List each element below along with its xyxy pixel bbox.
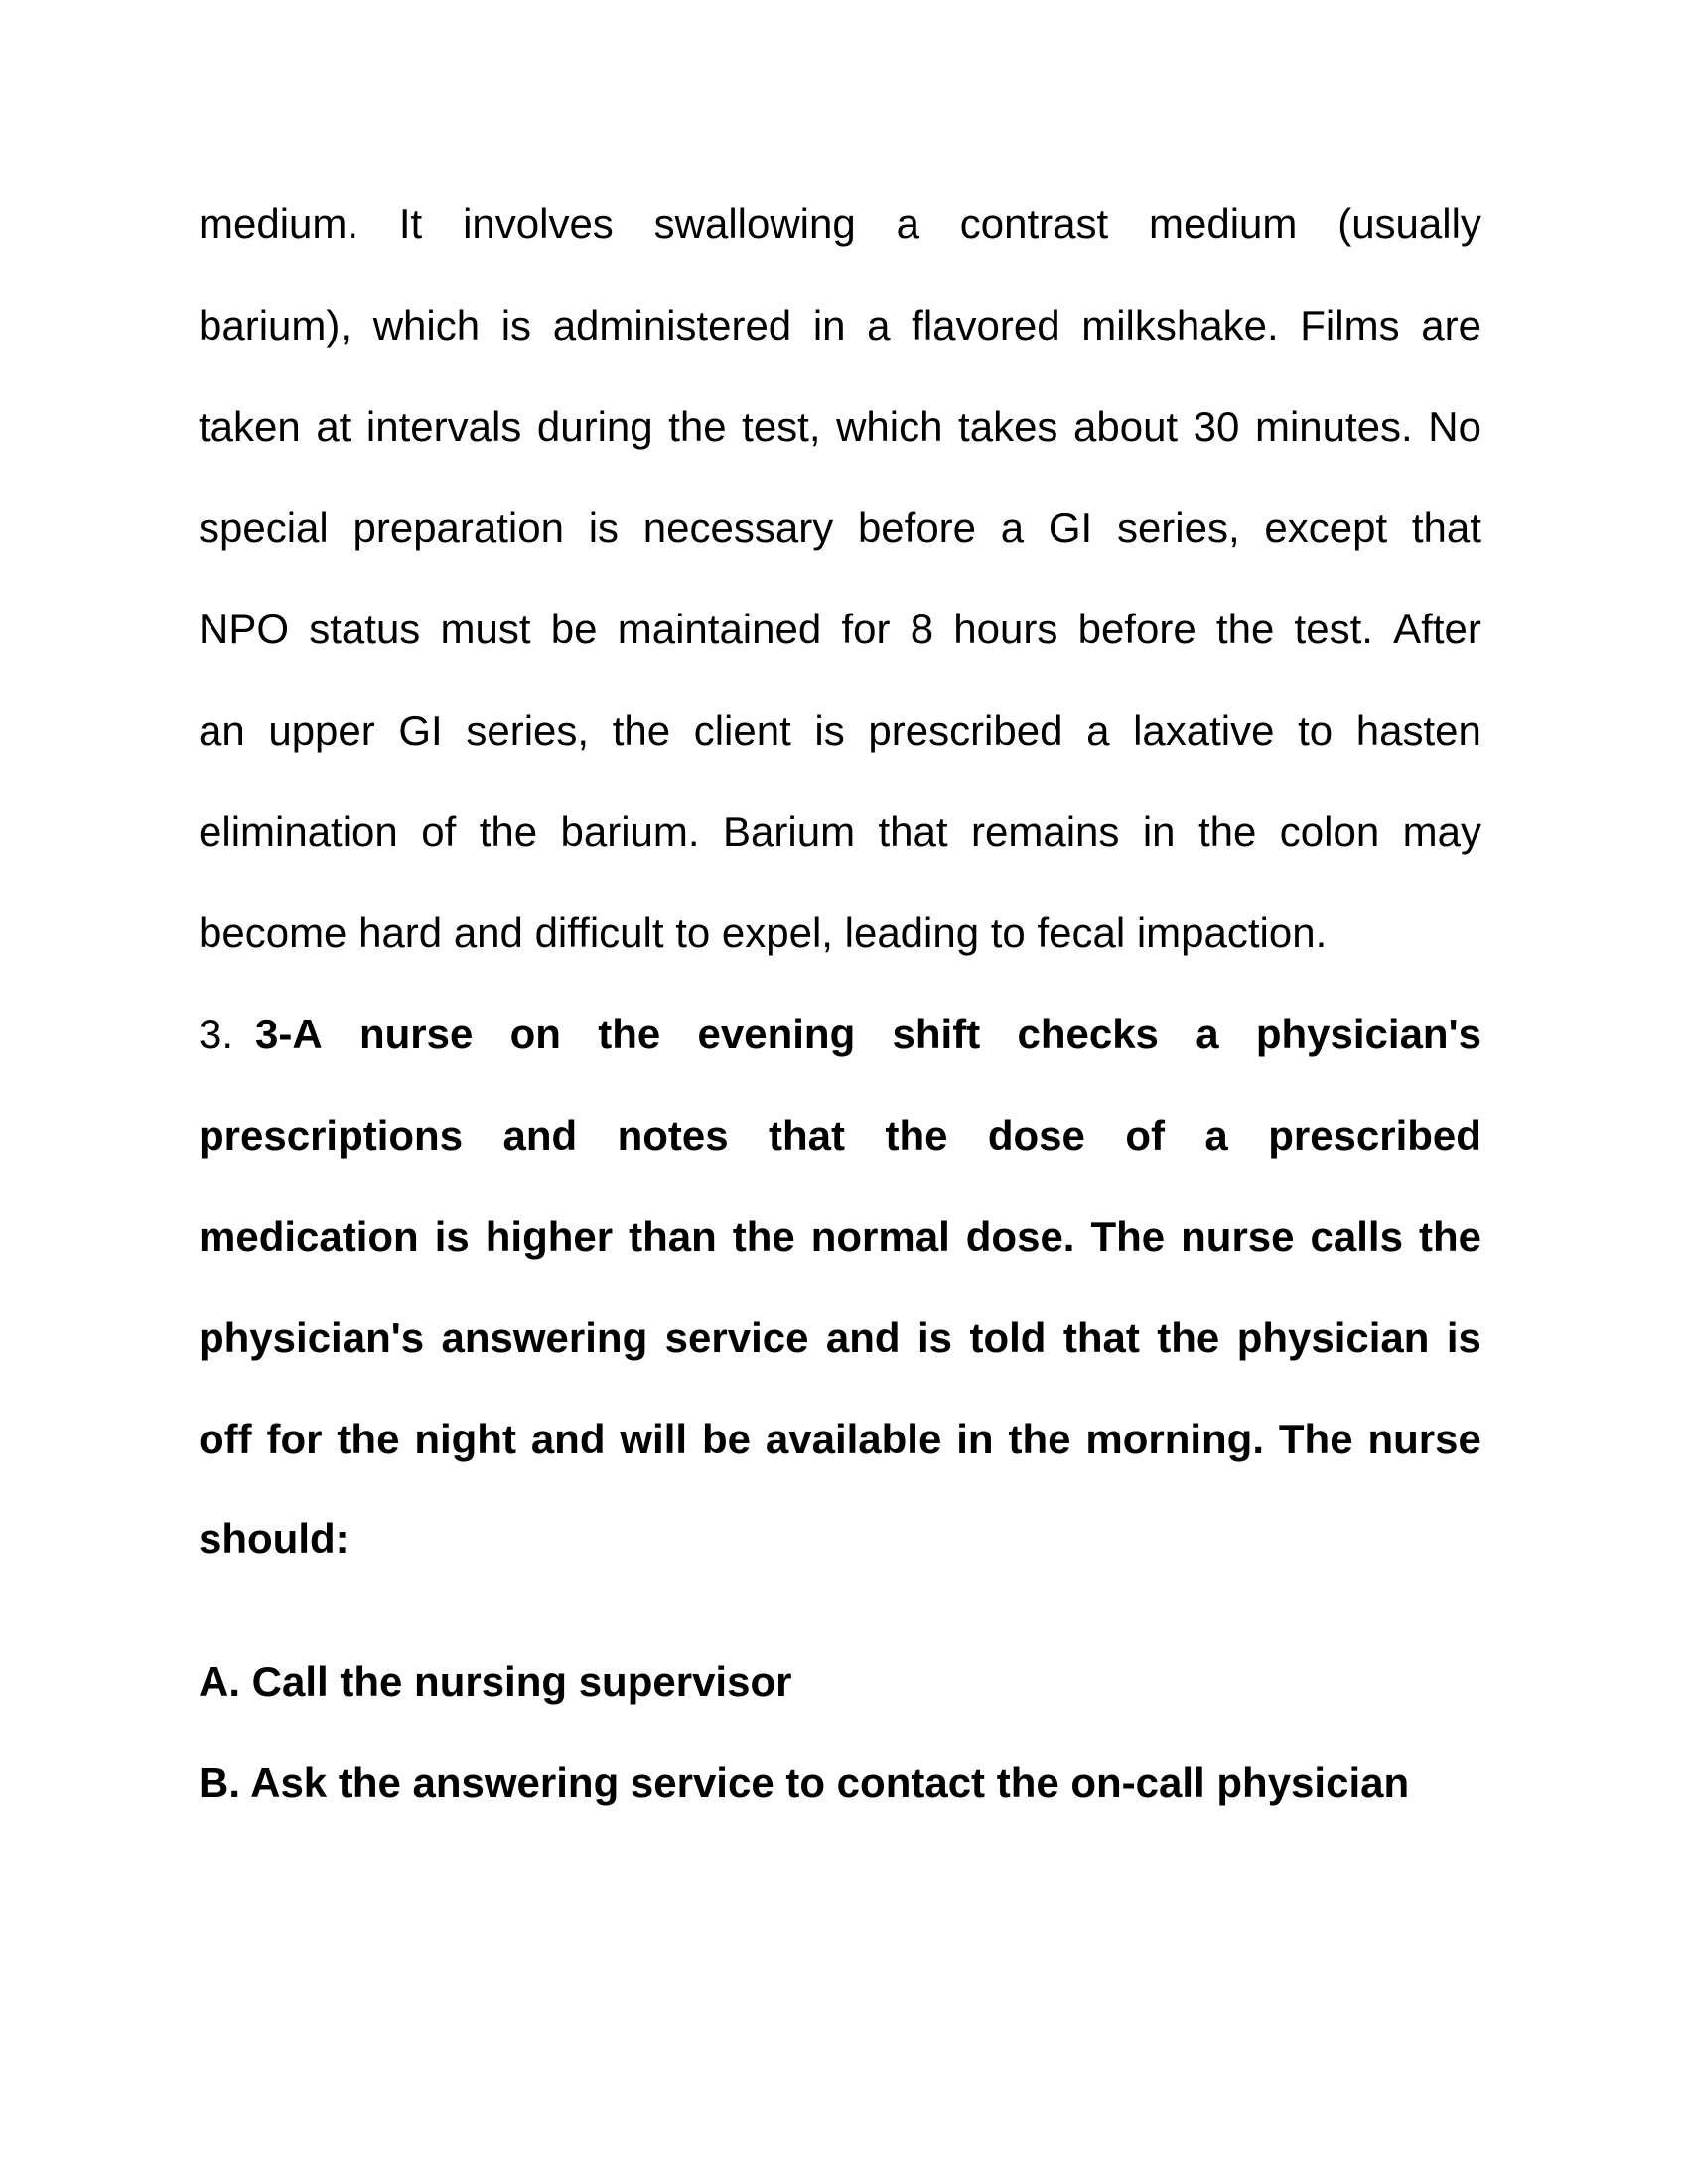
word: the [337, 1416, 400, 1462]
word: an [199, 707, 245, 753]
word: during [536, 403, 653, 450]
word: 30 [1193, 403, 1240, 450]
word: the [1197, 808, 1257, 855]
word: on [509, 1011, 561, 1057]
word: physician's [199, 1314, 425, 1361]
word: at [316, 403, 352, 450]
word: answering [441, 1314, 648, 1361]
word: 8 [910, 606, 934, 652]
question-line [199, 1106, 1481, 1165]
word: morning. [1085, 1416, 1264, 1462]
word: checks [1017, 1011, 1159, 1057]
question-line: should: [199, 1515, 350, 1562]
word: hasten [1355, 707, 1481, 753]
word: upper [268, 707, 375, 753]
word: that [1411, 504, 1481, 551]
word: in [812, 302, 846, 348]
word: to [1298, 707, 1334, 753]
word: must [440, 606, 531, 652]
word: prescriptions [199, 1112, 464, 1159]
word: remains [971, 808, 1120, 855]
word: a [1204, 1112, 1228, 1159]
word: barium), [199, 302, 352, 348]
word: higher [485, 1213, 614, 1260]
word: be [550, 606, 598, 652]
word: medium. [199, 201, 359, 247]
word: physician's [1255, 1011, 1481, 1057]
word: about [1073, 403, 1179, 450]
word: physician [1236, 1314, 1430, 1361]
word: status [309, 606, 421, 652]
word: is [917, 1314, 953, 1361]
word: notes [617, 1112, 729, 1159]
word: takes [958, 403, 1058, 450]
word: evening [697, 1011, 856, 1057]
word: Barium [723, 808, 856, 855]
word: contrast [959, 201, 1109, 247]
word: nurse [1181, 1213, 1295, 1260]
word: (usually [1337, 201, 1481, 247]
word: necessary [642, 504, 834, 551]
word: hours [953, 606, 1058, 652]
word: night [414, 1416, 516, 1462]
body-line [199, 397, 1481, 457]
body-line [199, 802, 1481, 862]
word: special [199, 504, 329, 551]
word: that [878, 808, 948, 855]
word: the [1157, 1314, 1220, 1361]
word: is [814, 707, 845, 753]
word: colon [1279, 808, 1380, 855]
word: than [629, 1213, 717, 1260]
word: before [1077, 606, 1196, 652]
word: client [693, 707, 791, 753]
word: normal [810, 1213, 950, 1260]
word: swallowing [653, 201, 856, 247]
word: GI [1048, 504, 1093, 551]
word: laxative [1133, 707, 1275, 753]
question-line [199, 1410, 1481, 1469]
word: prescribed [868, 707, 1063, 753]
word: GI [398, 707, 443, 753]
word: test, [742, 403, 821, 450]
body-line [199, 701, 1481, 760]
word: and [530, 1416, 606, 1462]
word: which [836, 403, 943, 450]
word: elimination [199, 808, 398, 855]
word: taken [199, 403, 301, 450]
word: the [598, 1011, 661, 1057]
word: the [732, 1213, 795, 1260]
word: series, [466, 707, 590, 753]
word: 3-A [255, 1011, 323, 1057]
word: barium. [560, 808, 700, 855]
question-first-line [199, 1005, 1481, 1064]
word: the [612, 707, 671, 753]
word: except [1264, 504, 1388, 551]
word: is [1446, 1314, 1481, 1361]
word: involves [463, 201, 614, 247]
word: which [372, 302, 481, 348]
body-line [199, 195, 1481, 254]
word: the [1418, 1213, 1481, 1260]
word: the [479, 808, 538, 855]
word: off [199, 1416, 252, 1462]
word: is [500, 302, 532, 348]
word: nurse [359, 1011, 474, 1057]
word: be [701, 1416, 751, 1462]
word: flavored [912, 302, 1060, 348]
word: service [664, 1314, 809, 1361]
word: a [1086, 707, 1110, 753]
word: Films [1300, 302, 1400, 348]
word: of [421, 808, 457, 855]
body-line [199, 296, 1481, 355]
question-number: 3. [199, 1011, 234, 1057]
word: calls [1310, 1213, 1403, 1260]
word: is [434, 1213, 470, 1260]
word: The [1090, 1213, 1166, 1260]
word: medication [199, 1213, 419, 1260]
body-line: become hard and difficult to expel, leading to fecal impaction. [199, 909, 1328, 956]
word: After [1393, 606, 1481, 652]
word: the [885, 1112, 948, 1159]
word: and [502, 1112, 578, 1159]
word: maintained [617, 606, 822, 652]
word: the [668, 403, 727, 450]
word: that [769, 1112, 846, 1159]
word: minutes. [1254, 403, 1413, 450]
word: a [1196, 1011, 1219, 1057]
word: that [1062, 1314, 1140, 1361]
word: and [825, 1314, 901, 1361]
body-line [199, 600, 1481, 659]
word: may [1402, 808, 1481, 855]
question-line [199, 1207, 1481, 1267]
word: It [398, 201, 423, 247]
word: told [969, 1314, 1047, 1361]
answer-option-a: A. Call the nursing supervisor [199, 1658, 792, 1705]
word: the [1215, 606, 1275, 652]
word: series, [1116, 504, 1240, 551]
word: for [266, 1416, 323, 1462]
word: milkshake. [1081, 302, 1279, 348]
word: administered [552, 302, 792, 348]
word: dose. [965, 1213, 1075, 1260]
word: will [620, 1416, 688, 1462]
word: preparation [352, 504, 564, 551]
word: of [1125, 1112, 1165, 1159]
word: test. [1294, 606, 1373, 652]
word: a [1000, 504, 1025, 551]
word: a [867, 302, 891, 348]
word: for [841, 606, 891, 652]
word: are [1421, 302, 1481, 348]
body-line [199, 498, 1481, 558]
word: shift [892, 1011, 981, 1057]
word: a [896, 201, 919, 247]
word: NPO [199, 606, 290, 652]
word: The [1278, 1416, 1353, 1462]
word: before [857, 504, 977, 551]
word: in [956, 1416, 994, 1462]
word: the [1008, 1416, 1071, 1462]
word: No [1428, 403, 1481, 450]
word: dose [987, 1112, 1085, 1159]
word: nurse [1367, 1416, 1481, 1462]
word: in [1142, 808, 1176, 855]
word: intervals [365, 403, 522, 450]
question-line [255, 1005, 1481, 1064]
word: available [765, 1416, 942, 1462]
word: medium [1148, 201, 1298, 247]
question-line [199, 1308, 1481, 1368]
answer-option-b: B. Ask the answering service to contact the on-call physician [199, 1759, 1410, 1806]
word: prescribed [1268, 1112, 1481, 1159]
word: is [588, 504, 620, 551]
